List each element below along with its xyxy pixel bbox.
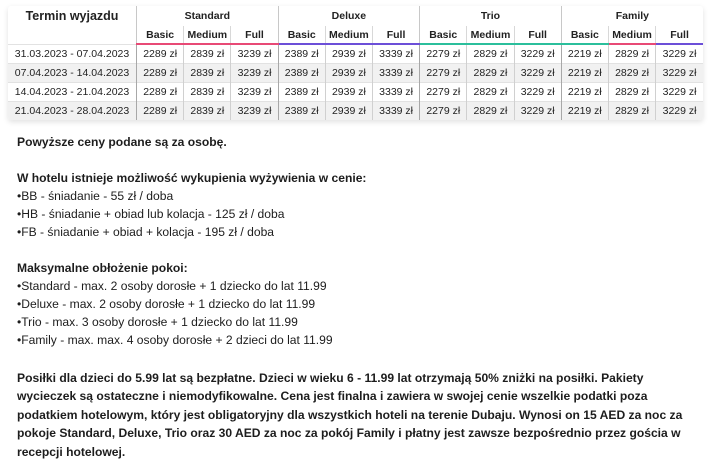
sub-header: Full (231, 26, 278, 44)
price-cell: 3239 zł (231, 83, 278, 102)
price-cell: 2289 zł (137, 83, 184, 102)
price-cell: 2279 zł (420, 64, 467, 83)
sub-header: Medium (184, 26, 231, 44)
table-row (8, 83, 703, 102)
price-cell: 2939 zł (325, 102, 372, 121)
list-item: • BB - śniadanie - 55 zł / doba (17, 187, 697, 205)
price-cell: 2389 zł (278, 64, 325, 83)
table-row (8, 44, 703, 64)
group-header-trio: Trio (420, 6, 562, 26)
group-header-family: Family (561, 6, 703, 26)
price-table-body (8, 44, 703, 120)
price-cell: 2839 zł (184, 64, 231, 83)
meals-heading: W hotelu istnieje możliwość wykupienia wyżywienia w cenie: (17, 171, 367, 185)
occupancy-heading: Maksymalne obłożenie pokoi: (17, 261, 188, 275)
sub-header: Medium (608, 26, 655, 44)
sub-header: Basic (420, 26, 467, 44)
price-cell: 3229 zł (656, 83, 703, 102)
sub-header: Medium (325, 26, 372, 44)
table-row (8, 102, 703, 121)
price-cell: 3339 zł (372, 44, 419, 64)
price-cell: 2829 zł (608, 64, 655, 83)
price-cell: 2389 zł (278, 102, 325, 121)
price-cell: 2279 zł (420, 83, 467, 102)
price-cell: 2939 zł (325, 44, 372, 64)
sub-header: Full (514, 26, 561, 44)
price-cell: 3229 zł (514, 44, 561, 64)
sub-header: Medium (467, 26, 514, 44)
price-cell: 2289 zł (137, 64, 184, 83)
price-cell: 2219 zł (561, 102, 608, 121)
price-cell: 2829 zł (608, 102, 655, 121)
additional-notes: Posiłki dla dzieci do 5.99 lat są bezpłatne. Dzieci w wieku 6 - 11.99 lat otrzymają 50% zniżki na posiłki. Pakiety wycieczek są ostateczne i niemodyfikowalne. Cena jest finalna i zawiera w swojej cenie wszelkie podatki poza podatkiem hotelowym, który jest obligatoryjny dla wszystkich hoteli na terenie Dubaju. Wynosi on 15 AED za noc za pokoje Standard, Deluxe, Trio oraz 30 AED za noc za pokój Family i płatny jest zawsze bezpośrednio przez gościa w recepcji hotelowej. (17, 371, 683, 459)
price-cell: 3239 zł (231, 44, 278, 64)
price-cell: 2829 zł (467, 44, 514, 64)
date-cell: 07.04.2023 - 14.04.2023 (8, 64, 137, 83)
price-cell: 2939 zł (325, 83, 372, 102)
sub-header: Basic (137, 26, 184, 44)
price-cell: 2829 zł (608, 83, 655, 102)
group-header-deluxe: Deluxe (278, 6, 420, 26)
price-cell: 2839 zł (184, 44, 231, 64)
price-cell: 3229 zł (514, 64, 561, 83)
list-item: • Deluxe - max. 2 osoby dorosłe + 1 dziecko do lat 11.99 (17, 295, 697, 313)
price-cell: 3229 zł (656, 64, 703, 83)
price-cell: 2829 zł (467, 64, 514, 83)
termin-header: Termin wyjazdu (25, 9, 119, 23)
price-cell: 3229 zł (514, 102, 561, 121)
price-cell: 2219 zł (561, 83, 608, 102)
hotel-info (17, 133, 697, 461)
price-cell: 2279 zł (420, 102, 467, 121)
price-cell: 2279 zł (420, 44, 467, 64)
price-cell: 2829 zł (467, 102, 514, 121)
price-cell: 2939 zł (325, 64, 372, 83)
price-cell: 3239 zł (231, 64, 278, 83)
list-item: • HB - śniadanie + obiad lub kolacja - 125 zł / doba (17, 205, 697, 223)
price-cell: 3229 zł (656, 44, 703, 64)
sub-header: Full (372, 26, 419, 44)
occupancy-list (17, 277, 697, 349)
price-cell: 3229 zł (514, 83, 561, 102)
price-cell: 2219 zł (561, 44, 608, 64)
list-item: • Standard - max. 2 osoby dorosłe + 1 dziecko do lat 11.99 (17, 277, 697, 295)
price-cell: 3339 zł (372, 102, 419, 121)
price-cell: 2839 zł (184, 102, 231, 121)
table-row (8, 64, 703, 83)
date-cell: 14.04.2023 - 21.04.2023 (8, 83, 137, 102)
price-cell: 3339 zł (372, 64, 419, 83)
price-cell: 2829 zł (467, 83, 514, 102)
price-cell: 3339 zł (372, 83, 419, 102)
meals-list (17, 187, 697, 241)
list-item: • Family - max. max. 4 osoby dorosłe + 2 dzieci do lat 11.99 (17, 331, 697, 349)
price-cell: 3229 zł (656, 102, 703, 121)
price-cell: 2829 zł (608, 44, 655, 64)
date-cell: 21.04.2023 - 28.04.2023 (8, 102, 137, 121)
price-cell: 2289 zł (137, 44, 184, 64)
price-cell: 2219 zł (561, 64, 608, 83)
price-table-card (8, 6, 703, 120)
sub-header: Basic (561, 26, 608, 44)
list-item: • Trio - max. 3 osoby dorosłe + 1 dziecko do lat 11.99 (17, 313, 697, 331)
sub-header: Full (656, 26, 703, 44)
group-header-standard: Standard (137, 6, 279, 26)
price-cell: 2839 zł (184, 83, 231, 102)
sub-header: Basic (278, 26, 325, 44)
prices-per-person-note: Powyższe ceny podane są za osobę. (17, 135, 227, 149)
price-table (8, 6, 703, 120)
price-cell: 3239 zł (231, 102, 278, 121)
date-cell: 31.03.2023 - 07.04.2023 (8, 44, 137, 64)
price-cell: 2289 zł (137, 102, 184, 121)
price-cell: 2389 zł (278, 44, 325, 64)
price-cell: 2389 zł (278, 83, 325, 102)
list-item: • FB - śniadanie + obiad + kolacja - 195 zł / doba (17, 223, 697, 241)
